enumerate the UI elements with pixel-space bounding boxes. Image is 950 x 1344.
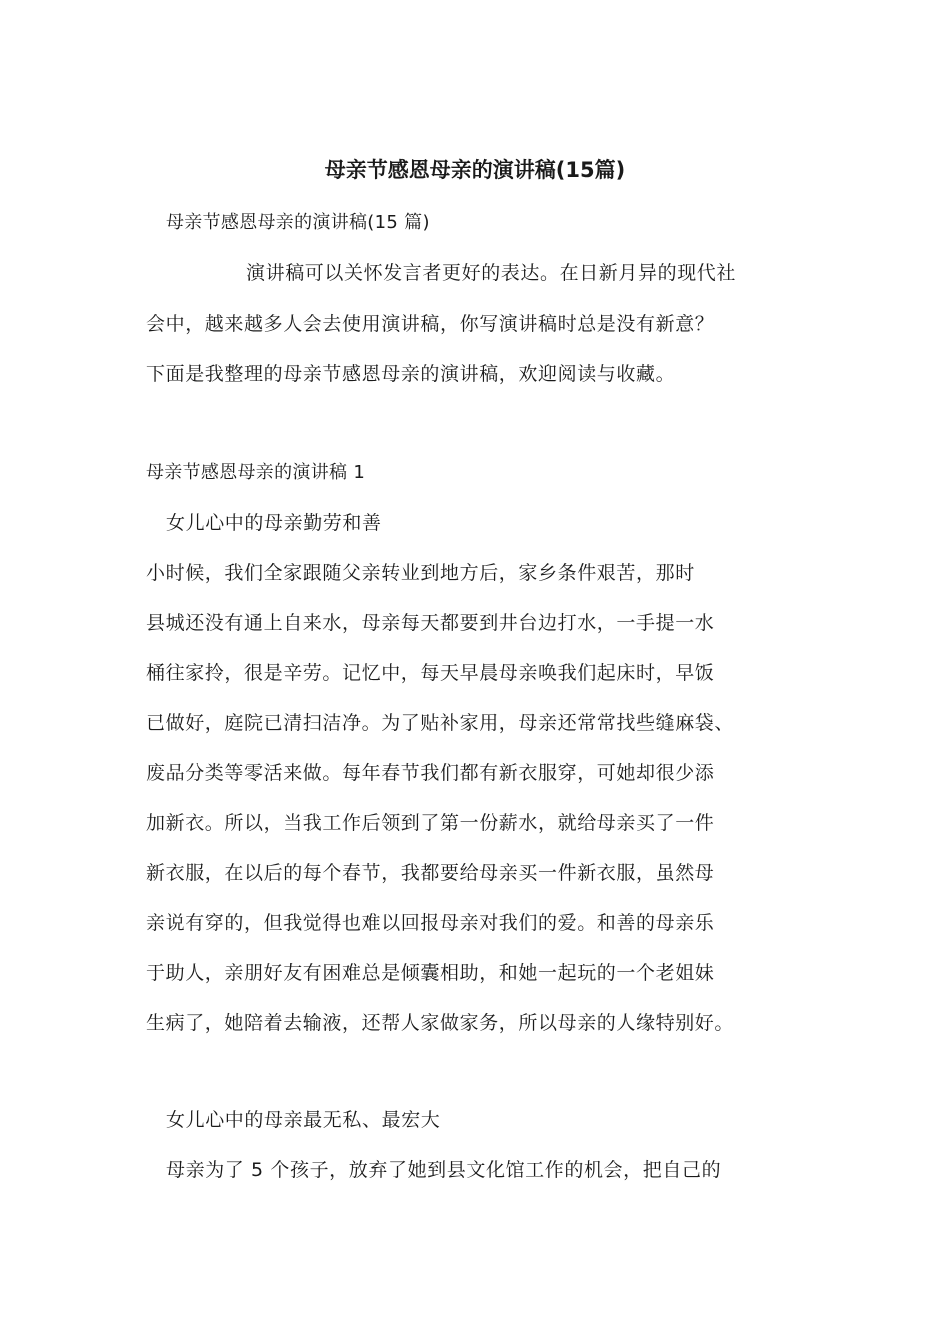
- section-heading: 母亲节感恩母亲的演讲稿 1: [146, 462, 366, 483]
- paragraph-line: 桶往家拎，很是辛劳。记忆中，每天早晨母亲唤我们起床时，早饭: [146, 662, 715, 684]
- paragraph-line: 废品分类等零活来做。每年春节我们都有新衣服穿，可她却很少添: [146, 762, 715, 784]
- paragraph-line: 亲说有穿的，但我觉得也难以回报母亲对我们的爱。和善的母亲乐: [146, 912, 715, 934]
- part-heading: 女儿心中的母亲最无私、最宏大: [166, 1109, 441, 1131]
- paragraph-line: 生病了，她陪着去输液，还帮人家做家务，所以母亲的人缘特别好。: [146, 1012, 735, 1034]
- document-title: 母亲节感恩母亲的演讲稿(15篇): [324, 158, 626, 182]
- paragraph-line: 县城还没有通上自来水，母亲每天都要到井台边打水，一手提一水: [146, 612, 715, 634]
- intro-line: 下面是我整理的母亲节感恩母亲的演讲稿，欢迎阅读与收藏。: [146, 363, 676, 385]
- paragraph-line: 母亲为了 5 个孩子，放弃了她到县文化馆工作的机会，把自己的: [166, 1159, 722, 1181]
- intro-line: 会中，越来越多人会去使用演讲稿，你写演讲稿时总是没有新意？: [146, 313, 715, 335]
- part-heading: 女儿心中的母亲勤劳和善: [166, 512, 382, 534]
- paragraph-line: 小时候，我们全家跟随父亲转业到地方后，家乡条件艰苦，那时: [146, 562, 695, 584]
- intro-line: 演讲稿可以关怀发言者更好的表达。在日新月异的现代社: [246, 262, 737, 284]
- paragraph-line: 加新衣。所以，当我工作后领到了第一份薪水，就给母亲买了一件: [146, 812, 715, 834]
- document-subtitle: 母亲节感恩母亲的演讲稿(15 篇): [166, 212, 430, 233]
- paragraph-line: 已做好，庭院已清扫洁净。为了贴补家用，母亲还常常找些缝麻袋、: [146, 712, 735, 734]
- paragraph-line: 于助人，亲朋好友有困难总是倾囊相助，和她一起玩的一个老姐妹: [146, 962, 715, 984]
- paragraph-line: 新衣服，在以后的每个春节，我都要给母亲买一件新衣服，虽然母: [146, 862, 715, 884]
